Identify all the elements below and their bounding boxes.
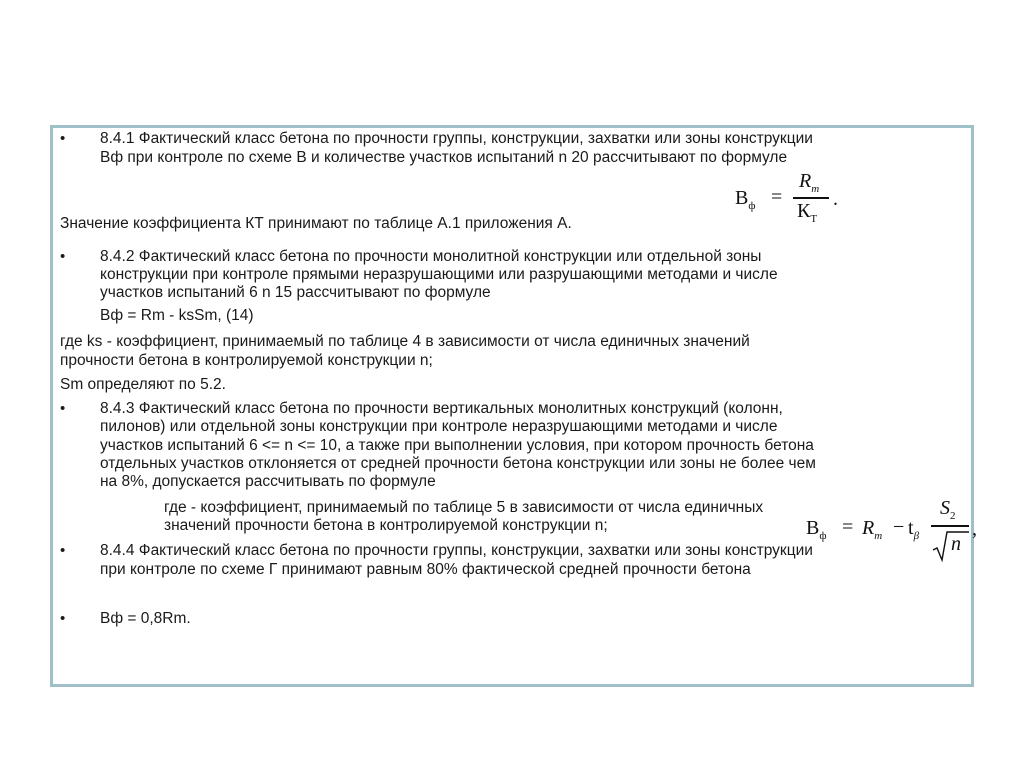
bullet: • <box>60 400 66 417</box>
paragraph-kt: Значение коэффициента КТ принимают по таблице А.1 приложения А. <box>60 215 572 232</box>
paragraph-842-line1: 8.4.2 Фактический класс бетона по прочности монолитной конструкции или отдельной зоны <box>100 248 762 265</box>
paragraph-844-line1: 8.4.4 Фактический класс бетона по прочности группы, конструкции, захватки или зоны конструкции <box>100 542 813 559</box>
paragraph-ks-line2: прочности бетона в контролируемой конструкции n; <box>60 352 433 369</box>
paragraph-841-line2: Вф при контроле по схеме В и количестве участков испытаний n 20 рассчитывают по формуле <box>100 149 788 166</box>
sqrt-symbol <box>931 528 969 562</box>
paragraph-841-line1: 8.4.1 Фактический класс бетона по прочности группы, конструкции, захватки или зоны конструкции <box>100 130 813 147</box>
bullet: • <box>60 248 66 265</box>
paragraph-843-line1: 8.4.3 Фактический класс бетона по прочности вертикальных монолитных конструкций (колонн, <box>100 400 783 417</box>
formula-843: $В_ф$ = $R_m$ − $t_\beta$ $S_2$ n , <box>806 497 978 565</box>
paragraph-844-line2: при контроле по схеме Г принимают равным 80% фактической средней прочности бетона <box>100 561 751 578</box>
bullet: • <box>60 130 66 147</box>
paragraph-842-line2: конструкции при контроле прямыми неразрушающими или разрушающими методами и числе <box>100 266 778 283</box>
paragraph-843-line3: участков испытаний 6 <= n <= 10, а также при выполнении условия, при котором прочность бетона <box>100 437 814 454</box>
paragraph-842-line3: участков испытаний 6 n 15 рассчитывают по формуле <box>100 284 491 301</box>
paragraph-ks-line1: где ks - коэффициент, принимаемый по таблице 4 в зависимости от числа единичных значений <box>60 333 750 350</box>
formula-841: $В_ф$ = $R_m$ $К_Т$ . <box>735 170 838 225</box>
bullet: • <box>60 542 66 559</box>
paragraph-t-line2: значений прочности бетона в контролируемой конструкции n; <box>164 517 608 534</box>
paragraph-843-line5: на 8%, допускается рассчитывать по формуле <box>100 473 436 490</box>
paragraph-843-line2: пилонов) или отдельной зоны конструкции при контроле неразрушающими методами и числе <box>100 418 778 435</box>
bullet: • <box>60 610 66 627</box>
paragraph-843-line4: отдельных участков отклоняется от средней прочности бетона конструкции или зоны не более чем <box>100 455 816 472</box>
formula-842: Вф = Rm - ksSm, (14) <box>100 307 254 324</box>
paragraph-final: Вф = 0,8Rm. <box>100 610 191 627</box>
paragraph-sm: Sm определяют по 5.2. <box>60 376 226 393</box>
paragraph-t-line1: где - коэффициент, принимаемый по таблице 5 в зависимости от числа единичных <box>164 499 764 516</box>
